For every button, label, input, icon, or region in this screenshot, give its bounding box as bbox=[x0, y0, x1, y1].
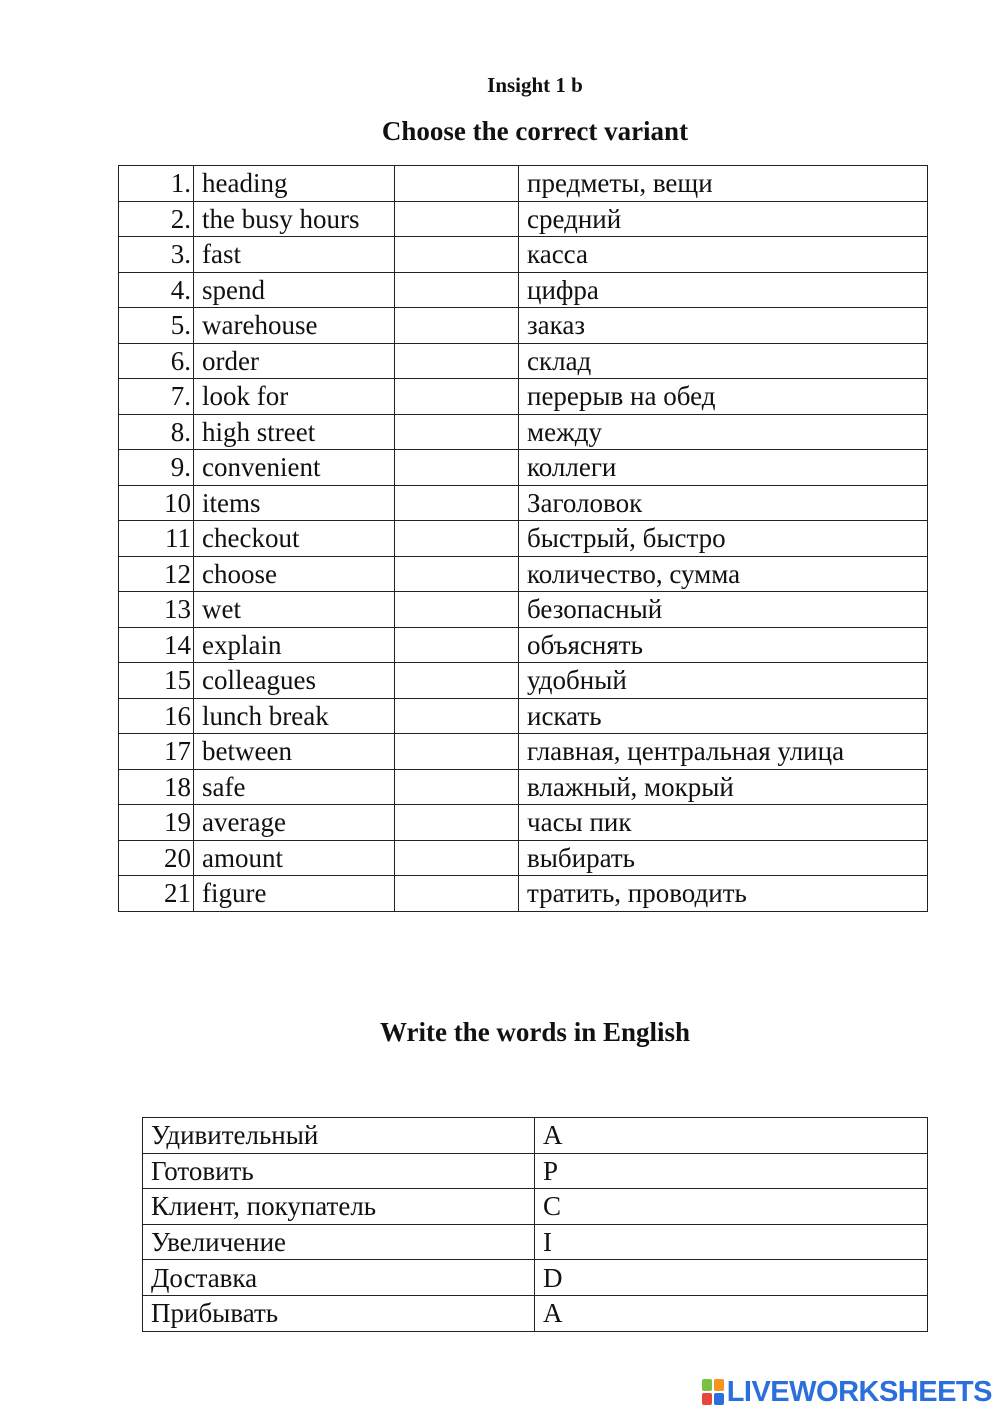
english-answer-field[interactable]: D bbox=[535, 1260, 928, 1296]
english-answer-field[interactable]: P bbox=[535, 1153, 928, 1189]
answer-blank[interactable] bbox=[395, 734, 519, 770]
answer-blank[interactable] bbox=[395, 876, 519, 912]
table-row bbox=[119, 308, 928, 344]
russian-translation: склад bbox=[519, 343, 928, 379]
row-number: 17 bbox=[119, 734, 194, 770]
answer-blank[interactable] bbox=[395, 414, 519, 450]
table-row bbox=[119, 237, 928, 273]
english-word: high street bbox=[194, 414, 395, 450]
english-answer-field[interactable]: C bbox=[535, 1189, 928, 1225]
answer-blank[interactable] bbox=[395, 592, 519, 628]
table-row bbox=[143, 1153, 928, 1189]
russian-translation: выбирать bbox=[519, 840, 928, 876]
english-word: between bbox=[194, 734, 395, 770]
russian-translation: безопасный bbox=[519, 592, 928, 628]
table-row bbox=[119, 485, 928, 521]
answer-blank[interactable] bbox=[395, 556, 519, 592]
table-row bbox=[143, 1224, 928, 1260]
russian-word: Доставка bbox=[143, 1260, 535, 1296]
table-row bbox=[119, 343, 928, 379]
russian-word: Клиент, покупатель bbox=[143, 1189, 535, 1225]
russian-translation: быстрый, быстро bbox=[519, 521, 928, 557]
row-number: 12 bbox=[119, 556, 194, 592]
english-answer-field[interactable]: A bbox=[535, 1295, 928, 1331]
english-answer-field[interactable]: I bbox=[535, 1224, 928, 1260]
answer-blank[interactable] bbox=[395, 379, 519, 415]
english-word: fast bbox=[194, 237, 395, 273]
table-row bbox=[119, 698, 928, 734]
english-word: choose bbox=[194, 556, 395, 592]
table-row bbox=[119, 521, 928, 557]
table-row bbox=[119, 592, 928, 628]
table-row bbox=[119, 734, 928, 770]
row-number: 15 bbox=[119, 663, 194, 699]
english-word: checkout bbox=[194, 521, 395, 557]
russian-translation: заказ bbox=[519, 308, 928, 344]
row-number: 9. bbox=[119, 450, 194, 486]
russian-translation: объяснять bbox=[519, 627, 928, 663]
vocabulary-matching-table bbox=[118, 165, 928, 912]
row-number: 4. bbox=[119, 272, 194, 308]
russian-translation: Заголовок bbox=[519, 485, 928, 521]
russian-translation: удобный bbox=[519, 663, 928, 699]
answer-blank[interactable] bbox=[395, 663, 519, 699]
row-number: 19 bbox=[119, 805, 194, 841]
table-row bbox=[143, 1295, 928, 1331]
russian-word: Готовить bbox=[143, 1153, 535, 1189]
answer-blank[interactable] bbox=[395, 627, 519, 663]
row-number: 3. bbox=[119, 237, 194, 273]
russian-translation: влажный, мокрый bbox=[519, 769, 928, 805]
russian-translation: тратить, проводить bbox=[519, 876, 928, 912]
answer-blank[interactable] bbox=[395, 698, 519, 734]
russian-translation: искать bbox=[519, 698, 928, 734]
table-row bbox=[143, 1260, 928, 1296]
table-row bbox=[119, 166, 928, 202]
liveworksheets-logo bbox=[702, 1377, 992, 1407]
table-row bbox=[119, 556, 928, 592]
row-number: 20 bbox=[119, 840, 194, 876]
row-number: 10 bbox=[119, 485, 194, 521]
english-word: lunch break bbox=[194, 698, 395, 734]
table-row bbox=[119, 379, 928, 415]
russian-translation: перерыв на обед bbox=[519, 379, 928, 415]
english-word: the busy hours bbox=[194, 201, 395, 237]
answer-blank[interactable] bbox=[395, 343, 519, 379]
english-word: spend bbox=[194, 272, 395, 308]
table-row bbox=[119, 876, 928, 912]
table-row bbox=[119, 769, 928, 805]
answer-blank[interactable] bbox=[395, 840, 519, 876]
english-word: safe bbox=[194, 769, 395, 805]
english-word: wet bbox=[194, 592, 395, 628]
logo-text: LIVEWORKSHEETS bbox=[726, 1375, 992, 1408]
row-number: 1. bbox=[119, 166, 194, 202]
english-word: items bbox=[194, 485, 395, 521]
table-row bbox=[143, 1189, 928, 1225]
answer-blank[interactable] bbox=[395, 201, 519, 237]
english-word: order bbox=[194, 343, 395, 379]
answer-blank[interactable] bbox=[395, 485, 519, 521]
russian-word: Удивительный bbox=[143, 1118, 535, 1154]
row-number: 2. bbox=[119, 201, 194, 237]
answer-blank[interactable] bbox=[395, 308, 519, 344]
english-word: average bbox=[194, 805, 395, 841]
table-row bbox=[119, 414, 928, 450]
russian-word: Увеличение bbox=[143, 1224, 535, 1260]
english-word: amount bbox=[194, 840, 395, 876]
english-word: heading bbox=[194, 166, 395, 202]
table-row bbox=[119, 450, 928, 486]
answer-blank[interactable] bbox=[395, 237, 519, 273]
answer-blank[interactable] bbox=[395, 521, 519, 557]
russian-translation: касса bbox=[519, 237, 928, 273]
english-answer-field[interactable]: A bbox=[535, 1118, 928, 1154]
table-row bbox=[143, 1118, 928, 1154]
table-row bbox=[119, 627, 928, 663]
write-in-english-table bbox=[142, 1117, 928, 1332]
russian-word: Прибывать bbox=[143, 1295, 535, 1331]
row-number: 14 bbox=[119, 627, 194, 663]
section-title-choose-variant: Choose the correct variant bbox=[381, 116, 689, 146]
row-number: 21 bbox=[119, 876, 194, 912]
russian-translation: средний bbox=[519, 201, 928, 237]
liveworksheets-logo-icon bbox=[702, 1379, 724, 1405]
row-number: 16 bbox=[119, 698, 194, 734]
table-row bbox=[119, 201, 928, 237]
english-word: explain bbox=[194, 627, 395, 663]
russian-translation: предметы, вещи bbox=[519, 166, 928, 202]
row-number: 11 bbox=[119, 521, 194, 557]
russian-translation: главная, центральная улица bbox=[519, 734, 928, 770]
row-number: 8. bbox=[119, 414, 194, 450]
answer-blank[interactable] bbox=[395, 272, 519, 308]
answer-blank[interactable] bbox=[395, 805, 519, 841]
russian-translation: между bbox=[519, 414, 928, 450]
english-word: convenient bbox=[194, 450, 395, 486]
table-row bbox=[119, 272, 928, 308]
russian-translation: цифра bbox=[519, 272, 928, 308]
russian-translation: коллеги bbox=[519, 450, 928, 486]
table-row bbox=[119, 840, 928, 876]
row-number: 5. bbox=[119, 308, 194, 344]
row-number: 13 bbox=[119, 592, 194, 628]
english-word: figure bbox=[194, 876, 395, 912]
section-title-write-english: Write the words in English bbox=[379, 1017, 691, 1047]
worksheet-header: Insight 1 b bbox=[487, 73, 583, 97]
row-number: 18 bbox=[119, 769, 194, 805]
row-number: 7. bbox=[119, 379, 194, 415]
english-word: warehouse bbox=[194, 308, 395, 344]
russian-translation: количество, сумма bbox=[519, 556, 928, 592]
answer-blank[interactable] bbox=[395, 450, 519, 486]
answer-blank[interactable] bbox=[395, 769, 519, 805]
answer-blank[interactable] bbox=[395, 166, 519, 202]
table-row bbox=[119, 805, 928, 841]
russian-translation: часы пик bbox=[519, 805, 928, 841]
table-row bbox=[119, 663, 928, 699]
row-number: 6. bbox=[119, 343, 194, 379]
english-word: colleagues bbox=[194, 663, 395, 699]
english-word: look for bbox=[194, 379, 395, 415]
